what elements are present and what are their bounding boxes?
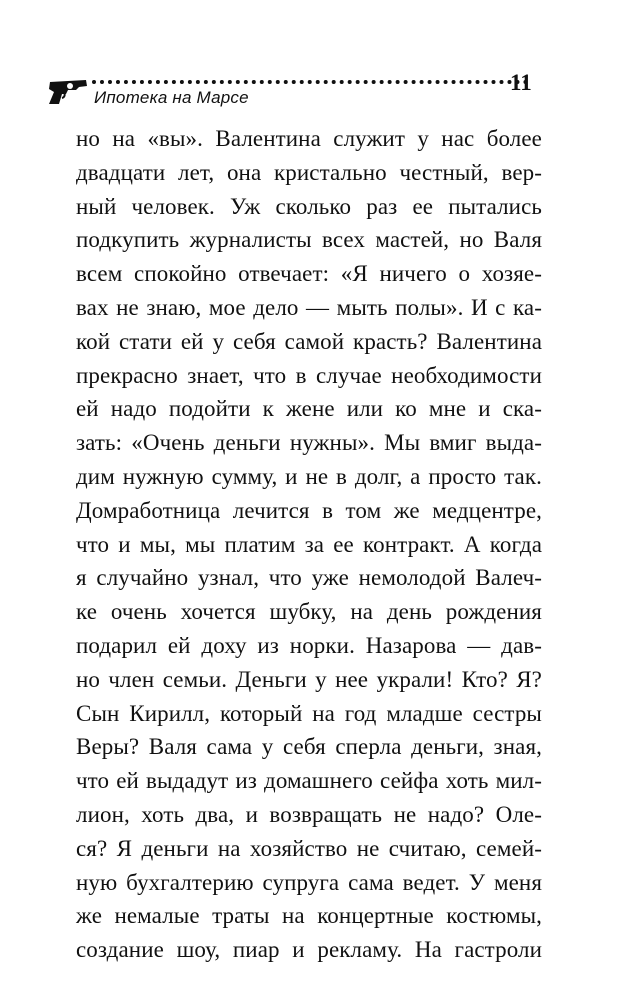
text-line: что ей выдадут из домашнего сейфа хоть мил- bbox=[76, 768, 542, 794]
revolver-icon bbox=[46, 78, 88, 106]
header-dotted-rule bbox=[92, 80, 528, 84]
text-line: но на «вы». Валентина служит у нас более bbox=[76, 126, 542, 151]
text-line: создание шоу, пиар и рекламу. На гастроли bbox=[76, 937, 542, 963]
text-line: Веры? Валя сама у себя сперла деньги, зная, bbox=[76, 734, 542, 760]
text-line: ке очень хочется шубку, на день рождения bbox=[76, 599, 542, 625]
text-line: всем спокойно отвечает: «Я ничего о хозяе- bbox=[76, 261, 542, 287]
running-title: Ипотека на Марсе bbox=[94, 88, 249, 107]
text-line: ный человек. Уж сколько раз ее пытались bbox=[76, 193, 542, 219]
text-line: что и мы, мы платим за ее контракт. А когда bbox=[76, 531, 542, 557]
text-line: я случайно узнал, что уже немолодой Валеч- bbox=[76, 565, 542, 591]
text-line: вах не знаю, мое дело — мыть полы». И с ка- bbox=[76, 294, 542, 320]
text-line: двадцати лет, она кристально честный, вер- bbox=[76, 159, 542, 185]
text-line: дим нужную сумму, и не в долг, а просто так. bbox=[76, 463, 542, 489]
text-line: Домработница лечится в том же медцентре, bbox=[76, 497, 542, 523]
text-line: лион, хоть два, и возвращать не надо? Оле- bbox=[76, 801, 542, 827]
text-line: прекрасно знает, что в случае необходимости bbox=[76, 362, 542, 388]
text-line: ей надо подойти к жене или ко мне и ска- bbox=[76, 396, 542, 422]
body-paragraph bbox=[76, 122, 542, 967]
text-line: подарил ей доху из норки. Назарова — дав- bbox=[76, 632, 542, 658]
page-number: 11 bbox=[510, 70, 532, 95]
text-line: кой стати ей у себя самой красть? Валентина bbox=[76, 328, 542, 354]
text-line: зать: «Очень деньги нужны». Мы вмиг выда- bbox=[76, 430, 542, 456]
text-line: но член семьи. Деньги у нее украли! Кто? Я? bbox=[76, 666, 542, 692]
page-header bbox=[46, 70, 546, 118]
text-line: ную бухгалтерию супруга сама ведет. У меня bbox=[76, 869, 542, 895]
text-line: Сын Кирилл, который на год младше сестры bbox=[76, 700, 542, 726]
text-line: же немалые траты на концертные костюмы, bbox=[76, 903, 542, 929]
text-line: ся? Я деньги на хозяйство не считаю, семей- bbox=[76, 835, 542, 861]
text-line: подкупить журналисты всех мастей, но Валя bbox=[76, 227, 542, 253]
